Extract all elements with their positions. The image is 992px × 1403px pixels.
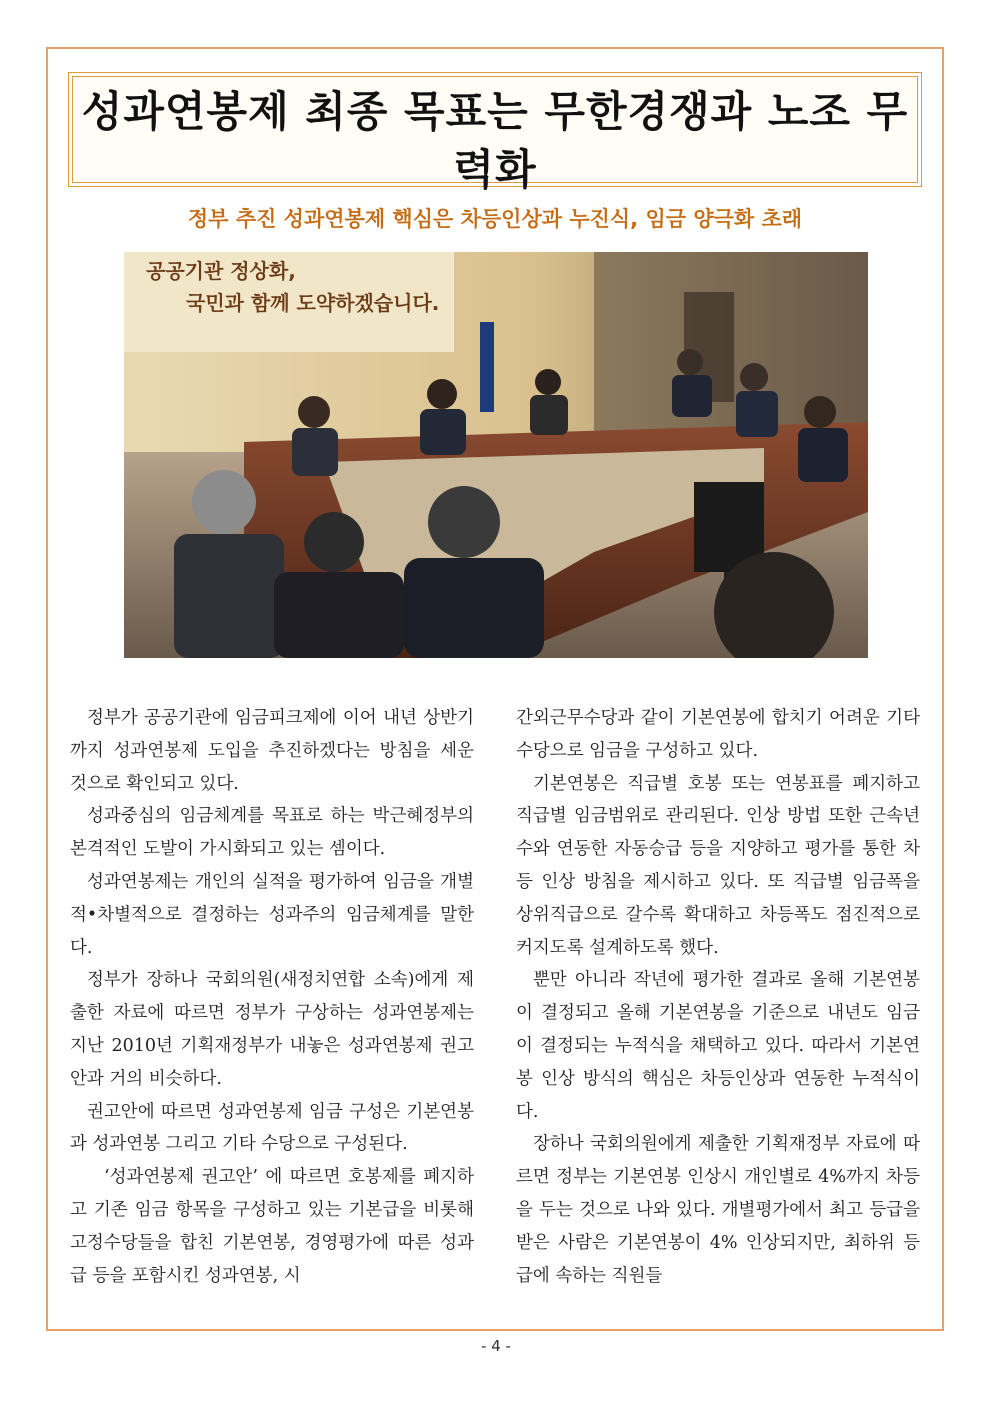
title-box — [68, 72, 922, 231]
sub-title: 정부 추진 성과연봉제 핵심은 차등인상과 누진식, 임금 양극화 초래 — [187, 207, 803, 231]
article-column-left — [70, 702, 474, 1292]
main-title: 성과연봉제 최종 목표는 무한경쟁과 노조 무력화 — [81, 87, 909, 194]
article-column-right — [516, 702, 920, 1292]
paragraph: 뿐만 아니라 작년에 평가한 결과로 올해 기본연봉이 결정되고 올해 기본연봉을 기준으로 내년도 임금이 결정되는 누적식을 채택하고 있다. 따라서 기본연봉 인상 방식의 핵심은 차등인상과 연동한 누적식이다. — [516, 970, 920, 1122]
paragraph: 성과연봉제는 개인의 실적을 평가하여 임금을 개별적•차별적으로 결정하는 성과주의 임금체계를 말한다. — [70, 871, 474, 958]
paragraph: 장하나 국회의원에게 제출한 기획재정부 자료에 따르면 정부는 기본연봉 인상시 개인별로 4%까지 차등을 두는 것으로 나와 있다. 개별평가에서 최고 등급을 받은 사람은 기본연봉이 4% 인상되지만, 최하위 등급에 속하는 직원들 — [516, 1134, 920, 1286]
meeting-photo — [124, 252, 868, 658]
title-inner — [72, 76, 918, 231]
paragraph: ‘성과연봉제 권고안’ 에 따르면 호봉제를 폐지하고 기존 임금 항목을 구성하고 있는 기본급을 비롯해 고정수당들을 합친 기본연봉, 경영평가에 따른 성과급 등을 포함시킨 성과연봉, 시 — [70, 1167, 474, 1286]
banner-line2: 국민과 함께 도약하겠습니다. — [186, 291, 440, 315]
page-number: - 4 - — [481, 1337, 511, 1355]
paragraph: 간외근무수당과 같이 기본연봉에 합치기 어려운 기타 수당으로 임금을 구성하고 있다. — [516, 708, 920, 761]
paragraph: 정부가 공공기관에 임금피크제에 이어 내년 상반기까지 성과연봉제 도입을 추진하겠다는 방침을 세운 것으로 확인되고 있다. — [70, 708, 474, 794]
paragraph: 정부가 장하나 국회의원(새정치연합 소속)에게 제출한 자료에 따르면 정부가 구상하는 성과연봉제는 지난 2010년 기획재정부가 내놓은 성과연봉제 권고안과 거의 비슷하다. — [70, 970, 474, 1089]
paragraph: 기본연봉은 직급별 호봉 또는 연봉표를 폐지하고 직급별 임금범위로 관리된다. 인상 방법 또한 근속년수와 연동한 자동승급 등을 지양하고 평가를 통한 차등 인상 방침을 제시하고 있다. 또 직급별 임금폭을 상위직급으로 갈수록 확대하고 차등폭도 점진적으로 커지도록 설계하도록 했다. — [516, 773, 920, 958]
paragraph: 성과중심의 임금체계를 목표로 하는 박근혜정부의 본격적인 도발이 가시화되고 있는 셈이다. — [70, 806, 474, 860]
paragraph: 권고안에 따르면 성과연봉제 임금 구성은 기본연봉과 성과연봉 그리고 기타 수당으로 구성된다. — [70, 1101, 474, 1155]
banner-line1: 공공기관 정상화, — [146, 259, 296, 283]
